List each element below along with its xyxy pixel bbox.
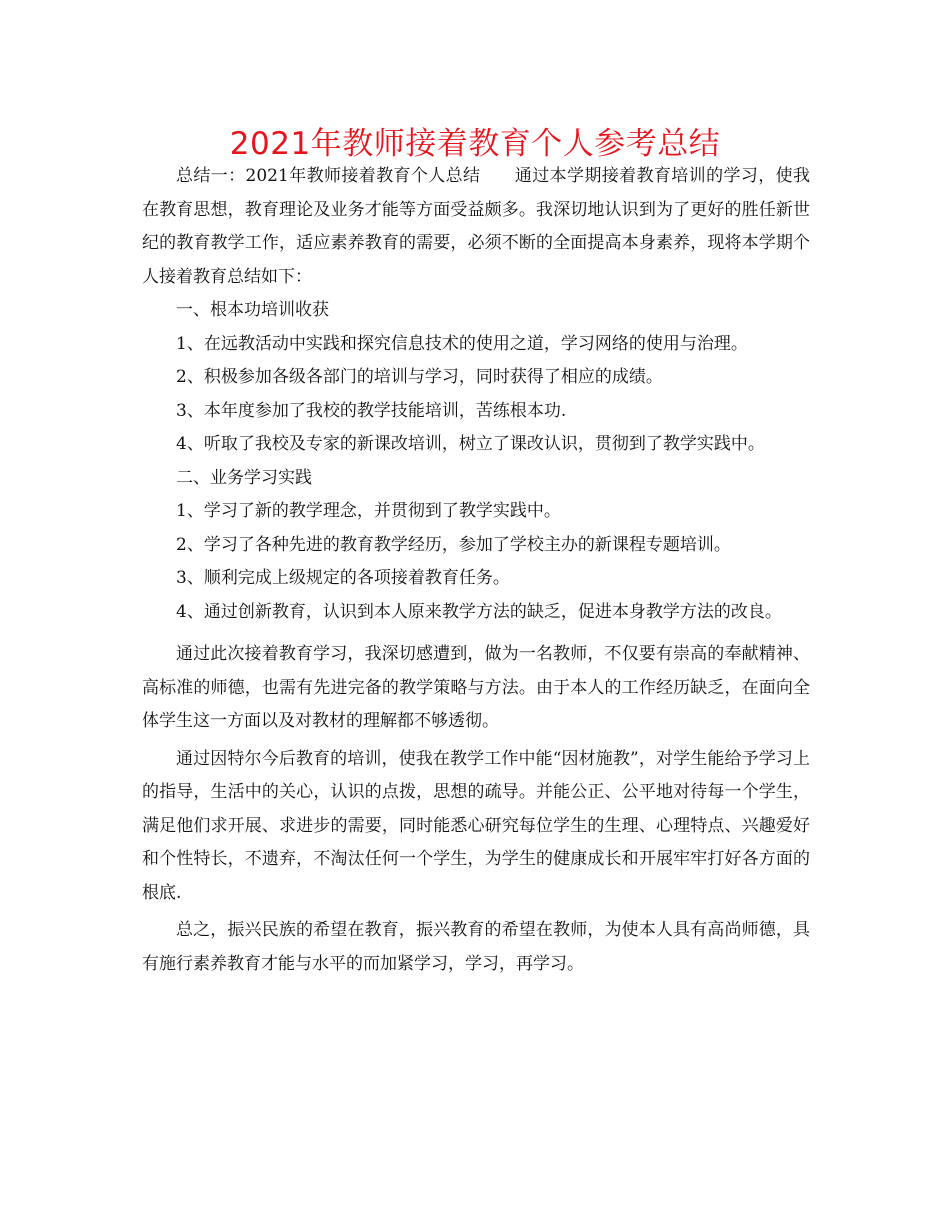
section1-item-1: 1、在远教活动中实践和探究信息技术的使用之道，学习网络的使用与治理。: [176, 333, 748, 354]
intro-text: 通过本学期接着教育培训的学习，使我在教育思想，教育理论及业务才能等方面受益颇多。我深切地认识到为了更好的胜任新世纪的教育教学工作，适应素养教育的需要，必须不断的全面提高本身素养，现将本学期个人接着教育总结如下：: [142, 166, 810, 287]
body-paragraph-1: 通过此次接着教育学习，我深切感遭到，做为一名教师，不仅要有崇高的奉献精神、高标准的师德，也需有先进完备的教学策略与方法。由于本人的工作经历缺乏，在面向全体学生这一方面以及对教材的理解都不够透彻。: [142, 644, 810, 731]
section2-item-1: 1、学习了新的教学理念，并贯彻到了教学实践中。: [176, 501, 561, 521]
document-title: 2021年教师接着教育个人参考总结: [229, 126, 721, 162]
section1-heading: 一、根本功培训收获: [176, 300, 329, 320]
section2-item-4: 4、通过创新教育，认识到本人原来教学方法的缺乏，促进本身教学方法的改良。: [176, 601, 782, 622]
section2-item-3: 3、顺利完成上级规定的各项接着教育任务。: [176, 568, 510, 588]
intro-paragraph: [142, 160, 810, 294]
section2-heading: 二、业务学习实践: [176, 467, 312, 488]
section2-item-2: 2、学习了各种先进的教育教学经历，参加了学校主办的新课程专题培训。: [176, 534, 731, 555]
section1-item-2: 2、积极参加各级各部门的培训与学习，同时获得了相应的成绩。: [176, 367, 663, 387]
document-body: [142, 160, 810, 981]
section1-item-3: 3、本年度参加了我校的教学技能培训，苦练根本功.: [176, 400, 567, 421]
body-paragraph-2: 通过因特尔今后教育的培训，使我在教学工作中能“因材施教”，对学生能给予学习上的指导，生活中的关心，认识的点拨，思想的疏导。并能公正、公平地对待每一个学生，满足他们求开展、求进步的需要，同时能悉心研究每位学生的生理、心理特点、兴趣爱好和个性特长，不遗弃，不淘汰任何一个学生，为学生的健康成长和开展牢牢打好各方面的根底.: [142, 748, 810, 903]
intro-label: 总结一：2021年教师接着教育个人总结: [176, 166, 481, 186]
body-paragraph-3: 总之，振兴民族的希望在教育，振兴教育的希望在教师，为使本人具有高尚师德，具有施行素养教育才能与水平的而加紧学习，学习，再学习。: [142, 920, 810, 974]
section1-item-4: 4、听取了我校及专家的新课改培训，树立了课改认识，贯彻到了教学实践中。: [176, 434, 765, 454]
